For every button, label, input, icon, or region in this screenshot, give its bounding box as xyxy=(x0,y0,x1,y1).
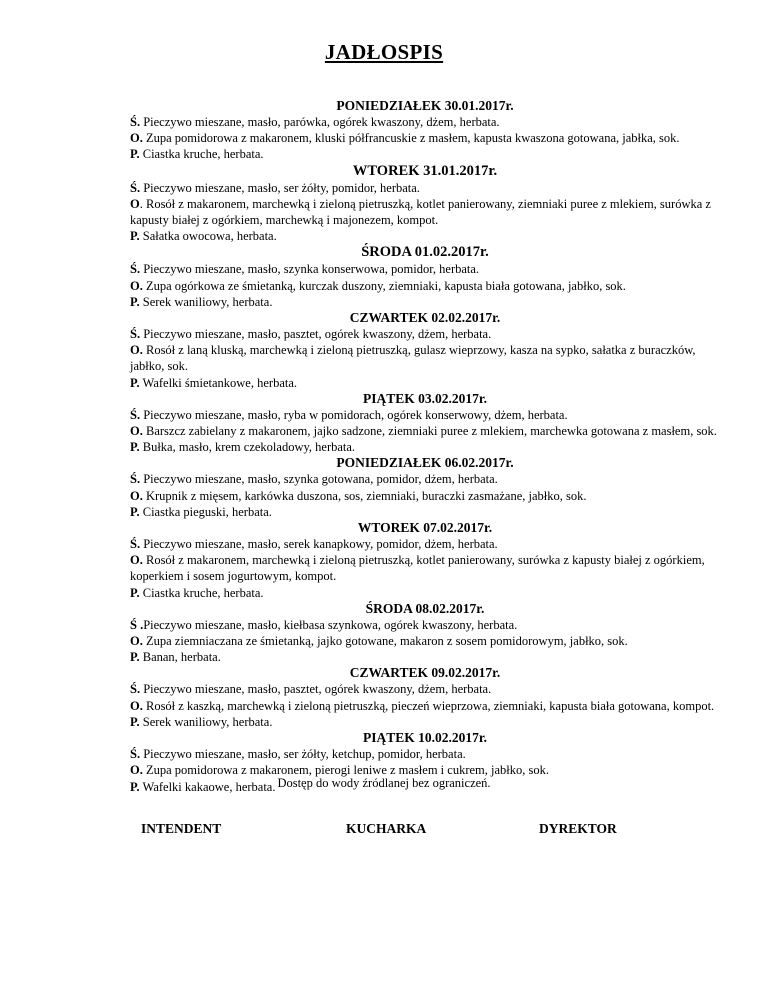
meal-prefix: P. xyxy=(130,779,140,794)
meal-prefix: Ś. xyxy=(130,115,141,129)
day-heading: ŚRODA 01.02.2017r. xyxy=(361,244,489,261)
meal-line xyxy=(130,649,720,665)
meal-text: Ciastka kruche, herbata. xyxy=(139,585,264,600)
meal-line xyxy=(130,146,720,162)
meal-text: Ciastka pieguski, herbata. xyxy=(139,504,272,519)
meal-prefix: O. xyxy=(130,553,143,568)
meal-prefix: P. xyxy=(130,294,140,309)
day-heading: PIĄTEK 03.02.2017r. xyxy=(362,390,487,406)
meal-line xyxy=(130,488,720,504)
meal-prefix: Ś . xyxy=(130,617,144,632)
meal-text: Krupnik z mięsem, karkówka duszona, sos, ziemniaki, buraczki zasmażane, jabłko, sok. xyxy=(142,488,587,503)
meal-line xyxy=(130,714,720,730)
day-heading: CZWARTEK 09.02.2017r. xyxy=(349,665,501,681)
meal-text: Wafelki śmietankowe, herbata. xyxy=(139,375,298,390)
meal-line xyxy=(130,228,720,244)
meal-line xyxy=(130,698,720,714)
meal-text: Pieczywo mieszane, masło, ryba w pomidorach, ogórek konserwowy, dżem, herbata. xyxy=(140,407,568,422)
meal-prefix: P. xyxy=(130,714,140,729)
meal-prefix: O. xyxy=(130,424,143,439)
meal-text: Pieczywo mieszane, masło, serek kanapkowy, pomidor, dżem, herbata. xyxy=(140,537,498,552)
meal-text: Rosół z laną kluską, marchewką i zieloną pietruszką, gulasz wieprzowy, kasza na sypko, sałatka z buraczków, jabłko, sok. xyxy=(130,343,696,374)
meal-prefix: P. xyxy=(130,147,140,162)
day-section xyxy=(130,520,720,601)
meal-prefix: P. xyxy=(130,504,140,519)
meal-text: Barszcz zabielany z makaronem, jajko sadzone, ziemniaki puree z mlekiem, marchewka gotowana z masłem, sok. xyxy=(142,424,717,439)
day-heading: PIĄTEK 10.02.2017r. xyxy=(362,730,487,746)
meal-line xyxy=(130,585,720,601)
meal-line xyxy=(130,278,720,294)
meal-prefix: Ś. xyxy=(130,327,141,342)
meal-prefix: Ś. xyxy=(130,747,141,762)
meal-text: Pieczywo mieszane, masło, ser żółty, pomidor, herbata. xyxy=(140,180,420,195)
meal-text: Zupa pomidorowa z makaronem, pierogi leniwe z masłem i cukrem, jabłko, sok. xyxy=(142,763,549,778)
meal-line xyxy=(130,504,720,520)
meal-line xyxy=(130,130,720,146)
meal-prefix: O. xyxy=(130,634,143,649)
day-heading: ŚRODA 08.02.2017r. xyxy=(365,600,485,616)
meal-prefix: Ś. xyxy=(130,180,141,195)
meal-text: Pieczywo mieszane, masło, pasztet, ogórek kwaszony, dżem, herbata. xyxy=(140,327,492,342)
meal-text: Pieczywo mieszane, masło, szynka gotowana, pomidor, dżem, herbata. xyxy=(140,472,498,487)
meal-prefix: Ś. xyxy=(130,262,141,277)
meal-text: Bułka, masło, krem czekoladowy, herbata. xyxy=(139,440,356,455)
day-heading: CZWARTEK 02.02.2017r. xyxy=(349,310,501,326)
day-section xyxy=(130,244,720,310)
meal-prefix: O. xyxy=(130,698,143,713)
meal-text: Rosół z makaronem, marchewką i zieloną pietruszką, kotlet panierowany, surówka z kapusty białej z ogórkiem, koperkiem i sosem jogurtowym, kompot. xyxy=(130,553,705,584)
day-heading: PONIEDZIAŁEK 06.02.2017r. xyxy=(336,455,514,471)
meal-line xyxy=(130,681,720,697)
meal-text: Serek waniliowy, herbata. xyxy=(139,714,273,729)
meal-line xyxy=(130,342,720,374)
day-section xyxy=(130,455,720,520)
meal-text: Pieczywo mieszane, masło, parówka, ogórek kwaszony, dżem, herbata. xyxy=(140,115,500,129)
meal-text: Zupa ziemniaczana ze śmietanką, jajko gotowane, makaron z sosem pomidorowym, jabłko, sok. xyxy=(142,634,628,649)
meal-text: Rosół z kaszką, marchewką i zieloną pietruszką, pieczeń wieprzowa, ziemniaki, kapusta biała gotowana, kompot. xyxy=(142,698,715,713)
day-section xyxy=(130,310,720,391)
meal-prefix: O. xyxy=(130,343,143,358)
signature-intendent: INTENDENT xyxy=(141,821,222,836)
meal-prefix: P. xyxy=(130,440,140,455)
signature-kucharka: KUCHARKA xyxy=(346,821,427,836)
meal-line xyxy=(130,180,720,196)
meal-line xyxy=(130,471,720,487)
meal-text: Banan, herbata. xyxy=(139,650,221,665)
meal-line xyxy=(130,746,720,762)
meal-prefix: P. xyxy=(130,650,140,665)
meal-prefix: Ś. xyxy=(130,472,141,487)
meal-prefix: O. xyxy=(130,131,143,146)
day-heading: WTOREK 31.01.2017r. xyxy=(352,162,498,179)
meal-prefix: P. xyxy=(130,229,140,244)
meal-text: Sałatka owocowa, herbata. xyxy=(139,229,277,244)
meal-text: Pieczywo mieszane, masło, ser żółty, ketchup, pomidor, herbata. xyxy=(140,747,466,762)
meal-line xyxy=(130,552,720,584)
meal-line xyxy=(130,423,720,439)
page-title: JADŁOSPIS xyxy=(324,40,444,64)
signature-dyrektor: DYREKTOR xyxy=(539,821,617,836)
meal-line xyxy=(130,294,720,310)
day-section xyxy=(130,163,720,245)
meal-prefix: O. xyxy=(130,488,143,503)
meal-prefix: P. xyxy=(130,585,140,600)
meal-text: Serek waniliowy, herbata. xyxy=(139,294,273,309)
meal-text: Wafelki kakaowe, herbata. xyxy=(139,779,276,794)
meal-line xyxy=(130,407,720,423)
day-section xyxy=(130,98,720,163)
meal-line xyxy=(130,375,720,391)
meal-prefix: O xyxy=(130,196,140,211)
day-heading: PONIEDZIAŁEK 30.01.2017r. xyxy=(336,98,514,113)
day-heading: WTOREK 07.02.2017r. xyxy=(357,520,493,536)
meal-text: . Rosół z makaronem, marchewką i zieloną pietruszką, kotlet panierowany, ziemniaki puree z mlekiem, surówka z kapusty białej z ogórkiem, marchewką i majonezem, kompot. xyxy=(130,196,711,228)
meal-line xyxy=(130,326,720,342)
meal-line xyxy=(130,196,720,228)
day-section xyxy=(130,665,720,730)
meal-text: Pieczywo mieszane, masło, kiełbasa szynkowa, ogórek kwaszony, herbata. xyxy=(143,617,518,632)
meal-line xyxy=(130,536,720,552)
meal-line xyxy=(130,439,720,455)
meal-line xyxy=(130,617,720,633)
meal-text: Ciastka kruche, herbata. xyxy=(139,147,264,162)
day-section xyxy=(130,601,720,666)
meal-line xyxy=(130,633,720,649)
meal-line xyxy=(130,261,720,277)
meal-text: Pieczywo mieszane, masło, pasztet, ogórek kwaszony, dżem, herbata. xyxy=(140,682,492,697)
footer-note: Dostęp do wody źródlanej bez ograniczeń. xyxy=(277,776,491,790)
meal-prefix: Ś. xyxy=(130,682,141,697)
meal-prefix: P. xyxy=(130,375,140,390)
days-list xyxy=(130,98,720,795)
meal-prefix: Ś. xyxy=(130,537,141,552)
meal-text: Zupa ogórkowa ze śmietanką, kurczak duszony, ziemniaki, kapusta biała gotowana, jabłko, sok. xyxy=(142,278,626,293)
meal-text: Pieczywo mieszane, masło, szynka konserwowa, pomidor, herbata. xyxy=(140,262,480,277)
meal-prefix: O. xyxy=(130,763,143,778)
day-section xyxy=(130,391,720,456)
meal-prefix: O. xyxy=(130,278,143,293)
meal-text: Zupa pomidorowa z makaronem, kluski półfrancuskie z masłem, kapusta kwaszona gotowana, jabłka, sok. xyxy=(142,131,680,146)
meal-line xyxy=(130,114,720,130)
meal-prefix: Ś. xyxy=(130,407,141,422)
